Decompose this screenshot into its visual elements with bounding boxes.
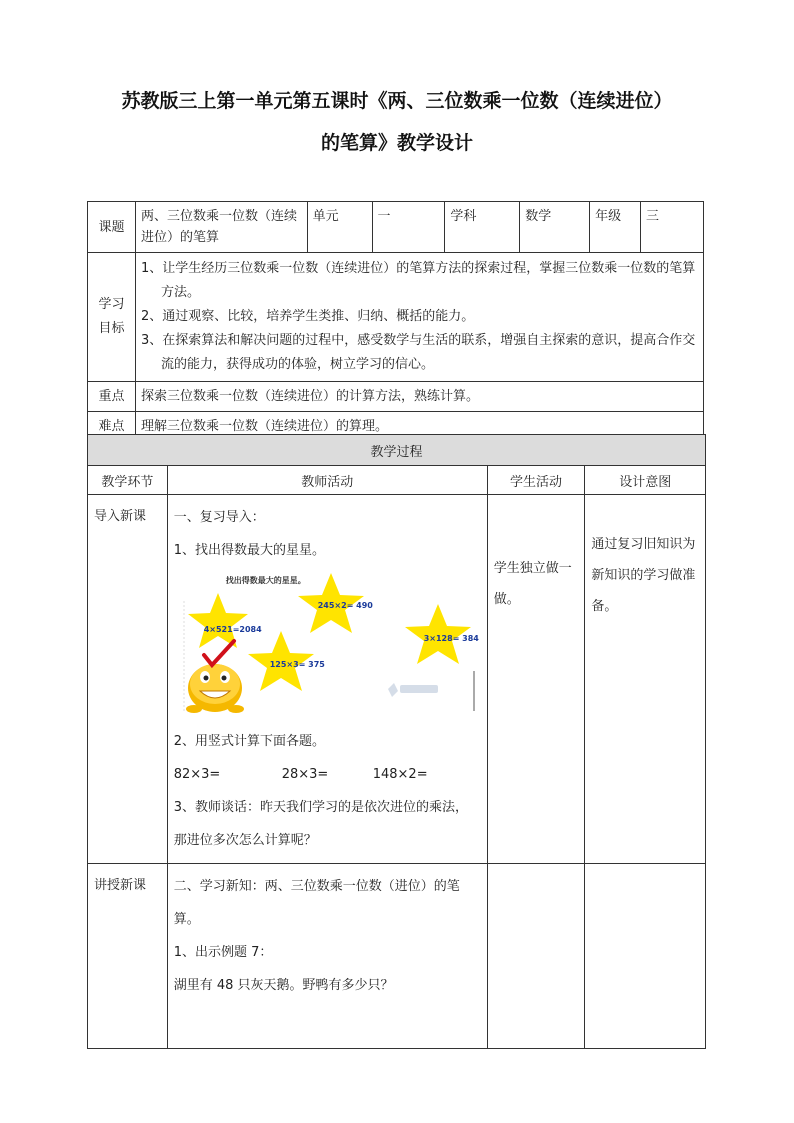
star-1 xyxy=(188,593,248,648)
figure-caption: 找出得数最大的星星。 xyxy=(225,576,306,585)
key-value: 探索三位数乘一位数（连续进位）的计算方法，熟练计算。 xyxy=(135,382,703,412)
document-title-line1: 苏教版三上第一单元第五课时《两、三位数乘一位数（连续进位） xyxy=(121,90,673,112)
subject-value: 数学 xyxy=(520,202,590,253)
student-activity-new xyxy=(487,864,585,1049)
teacher-activity-intro xyxy=(167,495,487,864)
watermark-logo xyxy=(388,683,438,697)
star-label-1: 4×521=2084 xyxy=(203,625,262,634)
checkmark-icon xyxy=(204,641,234,665)
key-label: 重点 xyxy=(88,382,136,412)
col-intent-header: 设计意图 xyxy=(585,466,706,495)
document-title-line2: 的笔算》教学设计 xyxy=(320,132,473,154)
goals-cell xyxy=(135,253,703,382)
topic-label: 课题 xyxy=(88,202,136,253)
calc-item: 28×3= xyxy=(281,767,329,782)
teacher-line: 一、复习导入： xyxy=(173,510,265,525)
design-intent-intro: 通过复习旧知识为新知识的学习做准备。 xyxy=(585,495,706,864)
star-label-4: 3×128= 384 xyxy=(423,634,479,643)
goal-item: 2、通过观察、比较，培养学生类推、归纳、概括的能力。 xyxy=(140,309,475,324)
grade-label: 年级 xyxy=(590,202,641,253)
calc-row xyxy=(174,758,481,791)
teacher-talk: 3、教师谈话：昨天我们学习的是依次进位的乘法，那进位多次怎么计算呢？ xyxy=(173,800,468,848)
process-header: 教学过程 xyxy=(88,435,706,466)
smiley-face-icon xyxy=(186,664,244,713)
star-figure xyxy=(178,571,478,721)
teacher-line: 2、用竖式计算下面各题。 xyxy=(173,734,325,749)
col-teacher-header: 教师活动 xyxy=(167,466,487,495)
stage-intro: 导入新课 xyxy=(88,495,168,864)
difficulty-value: 理解三位数乘一位数（连续进位）的算理。 xyxy=(135,412,703,442)
calc-item: 148×2= xyxy=(372,767,428,782)
stage-new-lesson: 讲授新课 xyxy=(88,864,168,1049)
teacher-line: 1、出示例题 7： xyxy=(173,945,273,960)
star-label-3: 125×3= 375 xyxy=(269,660,325,669)
subject-label: 学科 xyxy=(445,202,520,253)
goal-item: 1、让学生经历三位数乘一位数（连续进位）的笔算方法的探索过程，掌握三位数乘一位数的笔算方法。 xyxy=(140,261,696,300)
star-shape xyxy=(188,593,248,648)
goal-item: 3、在探索算法和解决问题的过程中，感受数学与生活的联系，增强自主探索的意识，提高合作交流的能力，获得成功的体验，树立学习的信心。 xyxy=(140,333,696,372)
difficulty-label: 难点 xyxy=(88,412,136,442)
lesson-info-table xyxy=(87,201,704,442)
unit-label: 单元 xyxy=(307,202,372,253)
unit-value: 一 xyxy=(372,202,445,253)
calc-item: 82×3= xyxy=(173,767,221,782)
teacher-line: 湖里有 48 只灰天鹅。野鸭有多少只？ xyxy=(173,978,394,993)
grade-value: 三 xyxy=(641,202,704,253)
star-label-2: 245×2= 490 xyxy=(317,601,373,610)
col-student-header: 学生活动 xyxy=(487,466,585,495)
teacher-line: 1、找出得数最大的星星。 xyxy=(173,543,325,558)
star-figure-art xyxy=(178,571,478,721)
col-stage-header: 教学环节 xyxy=(88,466,168,495)
student-activity-intro: 学生独立做一做。 xyxy=(487,495,585,864)
design-intent-new xyxy=(585,864,706,1049)
teacher-activity-new xyxy=(167,864,487,1049)
teaching-process-table xyxy=(87,434,706,1049)
teacher-line: 二、学习新知：两、三位数乘一位数（进位）的笔算。 xyxy=(173,879,460,927)
topic-value: 两、三位数乘一位数（连续进位）的笔算 xyxy=(135,202,307,253)
goal-label: 学习目标 xyxy=(88,253,136,382)
